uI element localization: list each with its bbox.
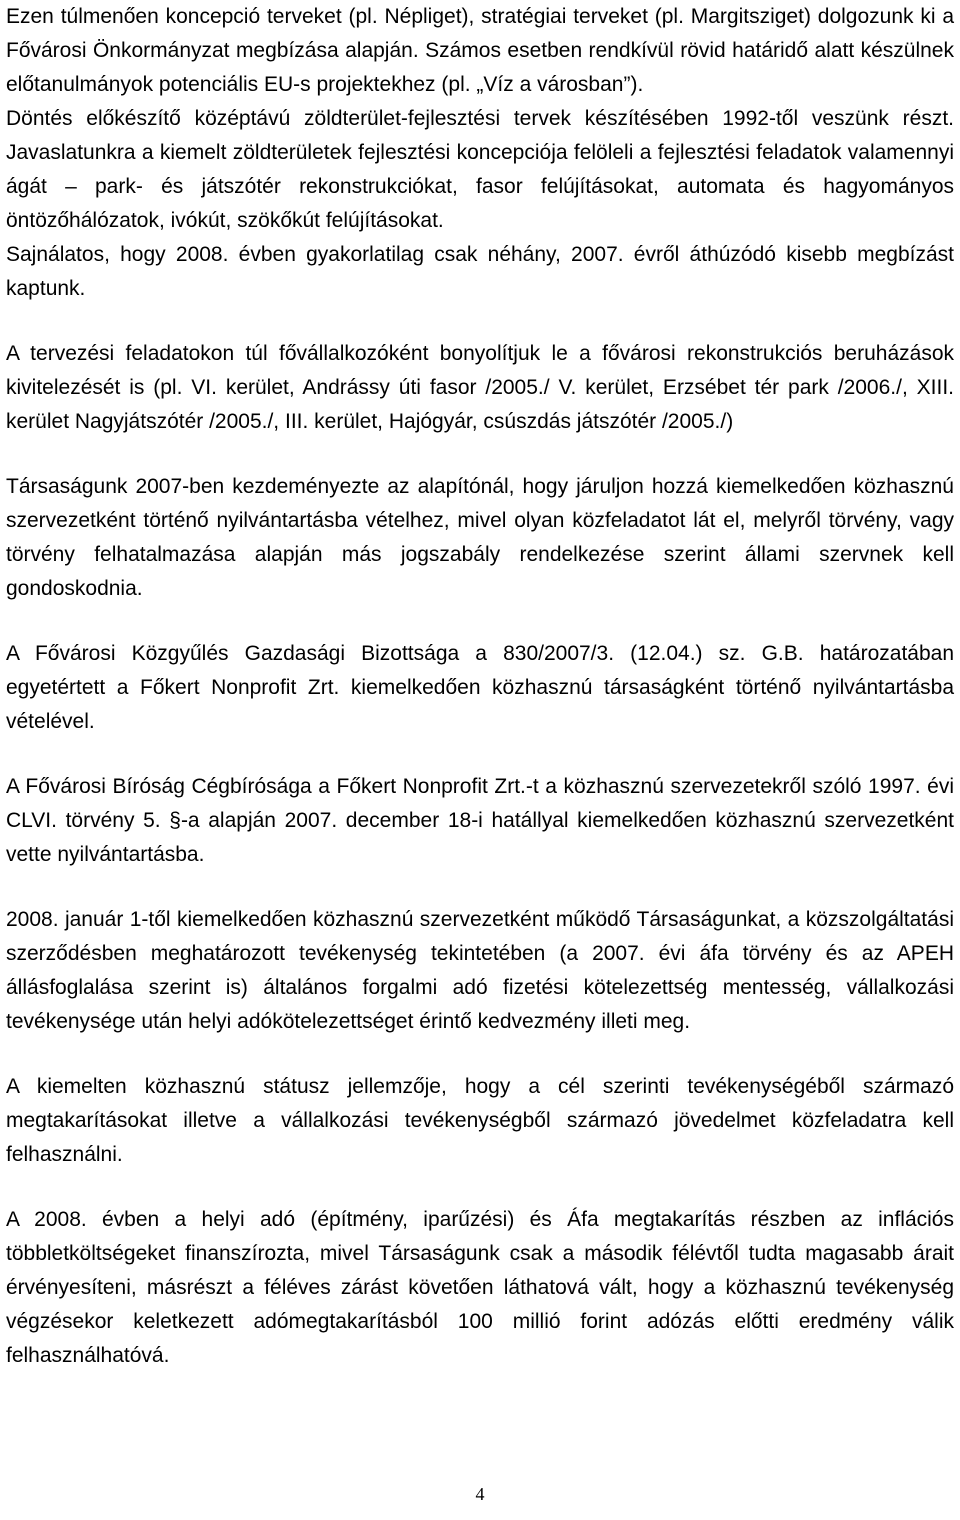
- paragraph-general-contractor: A tervezési feladatokon túl fővállalkozóként bonyolítjuk le a fővárosi rekonstrukciós beruházások kivitelezését is (pl. VI. kerület, Andrássy úti fasor /2005./ V. kerület, Erzsébet tér park /2006./, XIII. kerület Nagyjátszótér /2005./, III. kerület, Hajógyár, csúszdás játszótér /2005./): [6, 342, 954, 433]
- paragraph-committee-resolution: A Fővárosi Közgyűlés Gazdasági Bizottsága a 830/2007/3. (12.04.) sz. G.B. határozatában egyetértett a Főkert Nonprofit Zrt. kiemelkedően közhasznú társaságként történő nyilvántartásba vételével.: [6, 642, 954, 733]
- paragraph-public-benefit-initiative: Társaságunk 2007-ben kezdeményezte az alapítónál, hogy járuljon hozzá kiemelkedően közhasznú szervezetként történő nyilvántartásba vételhez, mivel olyan közfeladatot lát el, melyről törvény, vagy törvény felhatalmazása alapján más jogszabály rendelkezése szerint állami szervnek kell gondoskodnia.: [6, 475, 954, 600]
- paragraph-2008-assignments: Sajnálatos, hogy 2008. évben gyakorlatilag csak néhány, 2007. évről áthúzódó kisebb megbízást kaptunk.: [6, 243, 954, 300]
- document-page: [6, 0, 954, 1373]
- paragraph-status-characteristics: A kiemelten közhasznú státusz jellemzője, hogy a cél szerinti tevékenységéből származó megtakarításokat illetve a vállalkozási tevékenységből származó jövedelmet közfeladatra kell felhasználni.: [6, 1075, 954, 1166]
- paragraph-court-registration: A Fővárosi Bíróság Cégbírósága a Főkert Nonprofit Zrt.-t a közhasznú szervezetekről szóló 1997. évi CLVI. törvény 5. §-a alapján 2007. december 18-i hatállyal kiemelkedően közhasznú szervezetként vette nyilvántartásba.: [6, 775, 954, 866]
- paragraph-tax-exemption: 2008. január 1-től kiemelkedően közhasznú szervezetként működő Társaságunkat, a közszolgáltatási szerződésben meghatározott tevékenység tekintetében (a 2007. évi áfa törvény és az APEH állásfoglalása szerint is) általános forgalmi adó fizetési kötelezettség mentesség, vállalkozási tevékenysége után helyi adókötelezettséget érintő kedvezmény illeti meg.: [6, 908, 954, 1033]
- page-number: 4: [475, 1484, 485, 1504]
- paragraph-development-plans: Döntés előkészítő középtávú zöldterület-fejlesztési tervek készítésében 1992-től veszünk részt. Javaslatunkra a kiemelt zöldterületek fejlesztési koncepciója felöleli a fejlesztési feladatok valamennyi ágát – park- és játszótér rekonstrukciókat, fasor felújításokat, automata és hagyományos öntözőhálózatok, ivókút, szökőkút felújításokat.: [6, 107, 954, 232]
- paragraph-concept-plans: Ezen túlmenően koncepció terveket (pl. Népliget), stratégiai terveket (pl. Margitsziget) dolgozunk ki a Fővárosi Önkormányzat megbízása alapján. Számos esetben rendkívül rövid határidő alatt készülnek előtanulmányok potenciális EU-s projektekhez (pl. „Víz a városban”).: [6, 5, 954, 96]
- paragraph-2008-savings: A 2008. évben a helyi adó (építmény, iparűzési) és Áfa megtakarítás részben az inflációs többletköltségeket finanszírozta, mivel Társaságunk csak a második félévtől tudta magasabb árait érvényesíteni, másrészt a féléves zárást követően láthatová vált, hogy a közhasznú tevékenység végzésekor keletkezett adómegtakarításból 100 millió forint adózás előtti eredmény válik felhasználhatóvá.: [6, 1208, 954, 1367]
